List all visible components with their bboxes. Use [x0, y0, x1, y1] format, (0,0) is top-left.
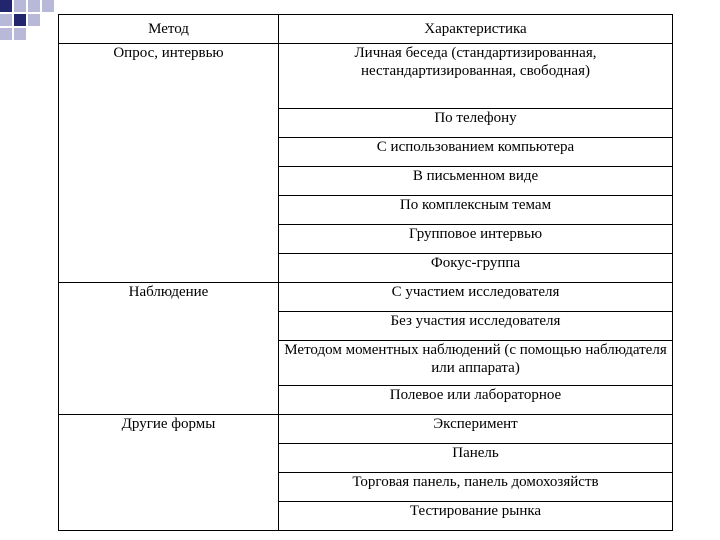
square-icon [14, 14, 26, 26]
method-cell: Другие формы [59, 415, 279, 531]
characteristic-cell: Без участия исследователя [279, 312, 673, 341]
square-icon [28, 14, 40, 26]
table-row [59, 415, 673, 444]
square-icon [14, 28, 26, 40]
characteristic-cell: Торговая панель, панель домохозяйств [279, 473, 673, 502]
square-icon [14, 0, 26, 12]
table-row [59, 283, 673, 312]
table-row [59, 44, 673, 109]
characteristic-cell: По комплексным темам [279, 196, 673, 225]
decorative-squares [0, 0, 64, 46]
characteristic-cell: Тестирование рынка [279, 502, 673, 531]
characteristic-cell: Эксперимент [279, 415, 673, 444]
method-cell: Опрос, интервью [59, 44, 279, 283]
methods-table [58, 14, 673, 531]
characteristic-cell: Личная беседа (стандартизированная, нестандартизированная, свободная) [279, 44, 673, 109]
characteristic-cell: Полевое или лабораторное [279, 386, 673, 415]
square-icon [0, 14, 12, 26]
characteristic-cell: В письменном виде [279, 167, 673, 196]
characteristic-cell: Фокус-группа [279, 254, 673, 283]
square-icon [0, 28, 12, 40]
characteristic-cell: По телефону [279, 109, 673, 138]
characteristic-cell: Методом моментных наблюдений (с помощью наблюдателя или аппарата) [279, 341, 673, 386]
characteristic-cell: Панель [279, 444, 673, 473]
square-icon [28, 0, 40, 12]
characteristic-cell: С участием исследователя [279, 283, 673, 312]
table-header-row [59, 15, 673, 44]
header-characteristic: Характеристика [279, 15, 673, 44]
square-icon [0, 0, 12, 12]
method-cell: Наблюдение [59, 283, 279, 415]
characteristic-cell: С использованием компьютера [279, 138, 673, 167]
characteristic-cell: Групповое интервью [279, 225, 673, 254]
square-icon [42, 0, 54, 12]
header-method: Метод [59, 15, 279, 44]
